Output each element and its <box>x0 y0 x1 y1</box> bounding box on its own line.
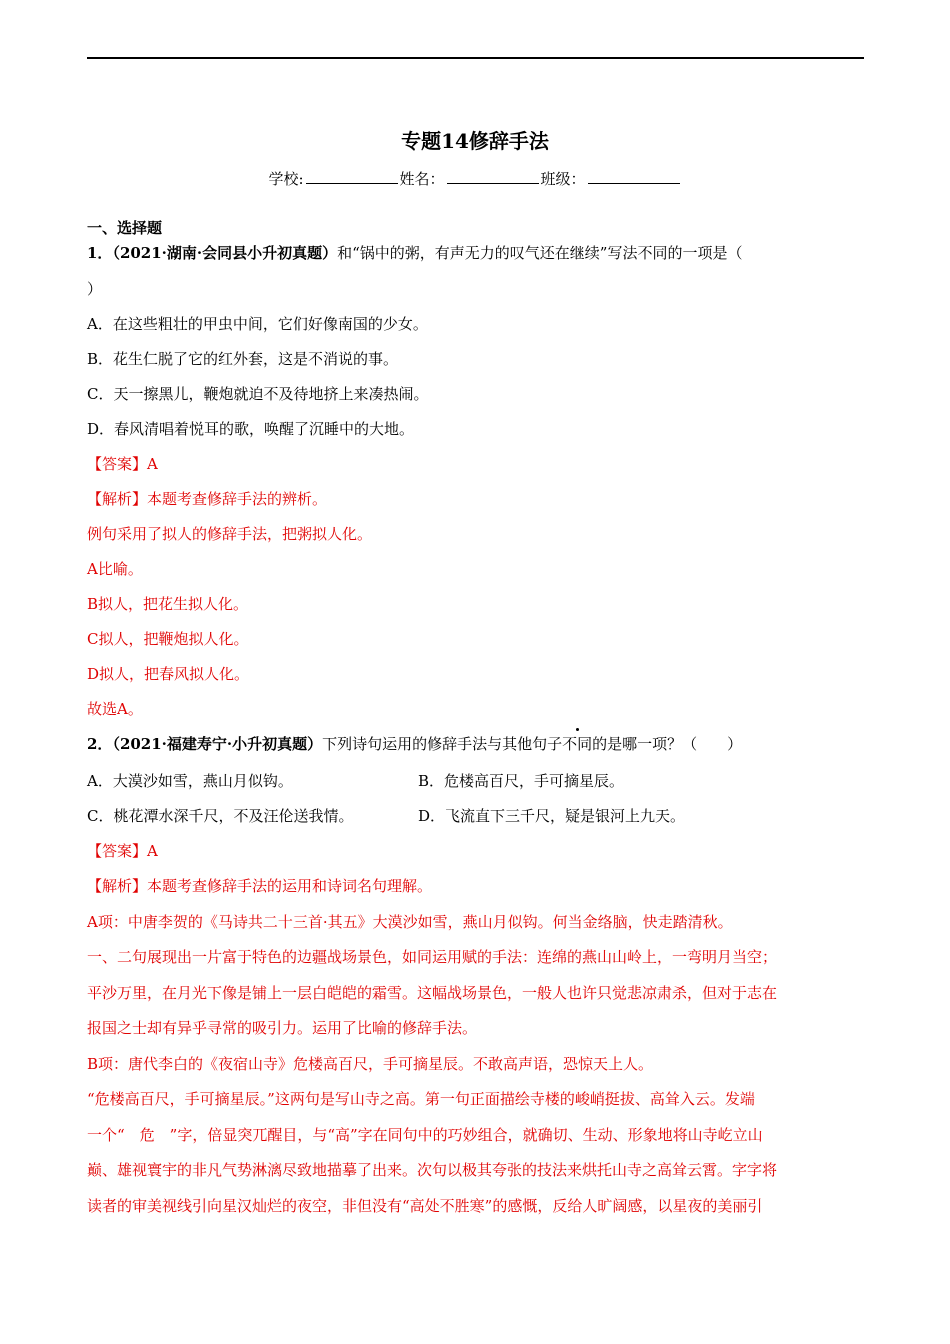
q2-option-a: A．大漠沙如雪，燕山月似钩。 <box>87 772 293 790</box>
q2-option-d: D．飞流直下三千尺，疑是银河上九天。 <box>418 807 686 825</box>
q2-stem <box>87 733 742 755</box>
q1-analysis-line: 故选A。 <box>87 700 143 718</box>
q1-answer: 【答案】A <box>87 455 158 473</box>
page-title: 专题14修辞手法 <box>401 129 549 153</box>
q2-answer: 【答案】A <box>87 842 158 860</box>
q1-option-a: A．在这些粗壮的甲虫中间，它们好像南国的少女。 <box>87 315 428 333</box>
class-blank[interactable] <box>588 168 680 184</box>
q1-option-b: B．花生仁脱了它的红外套，这是不消说的事。 <box>87 350 399 368</box>
q2-analysis-line: 平沙万里，在月光下像是铺上一层白皑皑的霜雪。这幅战场景色，一般人也许只觉悲凉肃杀，但对于志在 <box>87 984 778 1002</box>
name-blank[interactable] <box>447 168 539 184</box>
q1-stem <box>87 242 742 264</box>
school-blank[interactable] <box>306 168 398 184</box>
q1-analysis-line: B拟人，把花生拟人化。 <box>87 595 249 613</box>
q2-stem-emphasis: 不同 <box>562 735 593 753</box>
q2-number: 2． <box>87 735 113 753</box>
q1-analysis-line: 【解析】本题考查修辞手法的辨析。 <box>87 490 328 508</box>
q1-stem-text: 和“锅中的粥，有声无力的叹气还在继续”写法不同的一项是（ <box>337 244 743 262</box>
q2-stem-pre: 下列诗句运用的修辞手法与其他句子 <box>322 735 563 753</box>
q1-analysis-line: A比喻。 <box>87 560 143 578</box>
q2-option-c: C．桃花潭水深千尺，不及汪伦送我情。 <box>87 807 354 825</box>
q1-analysis-line: C拟人，把鞭炮拟人化。 <box>87 630 249 648</box>
q2-analysis-line: B项：唐代李白的《夜宿山寺》危楼高百尺，手可摘星辰。不敢高声语，恐惊天上人。 <box>87 1055 654 1073</box>
q1-option-d: D．春风清唱着悦耳的歌，唤醒了沉睡中的大地。 <box>87 420 415 438</box>
q1-source: （2021·湖南·会同县小升初真题） <box>112 244 338 262</box>
q1-analysis-line: D拟人，把春风拟人化。 <box>87 665 250 683</box>
q2-analysis-line: 一、二句展现出一片富于特色的边疆战场景色，如同运用赋的手法：连绵的燕山山岭上，一弯明月当空； <box>87 948 778 966</box>
q1-option-c: C．天一擦黑儿，鞭炮就迫不及待地挤上来凑热闹。 <box>87 385 429 403</box>
q2-analysis-line: 读者的审美视线引向星汉灿烂的夜空，非但没有“高处不胜寒”的感慨，反给人旷阔感，以星夜的美丽引 <box>87 1197 763 1215</box>
q2-analysis-line: A项：中唐李贺的《马诗共二十三首·其五》大漠沙如雪，燕山月似钩。何当金络脑，快走踏清秋。 <box>87 913 733 931</box>
school-label: 学校: <box>268 170 304 188</box>
q1-stem-cont: ） <box>87 280 103 298</box>
header-rule <box>87 57 864 59</box>
q2-analysis-line: 报国之士却有异乎寻常的吸引力。运用了比喻的修辞手法。 <box>87 1019 478 1037</box>
q2-analysis-line: “危楼高百尺，手可摘星辰。”这两句是写山寺之高。第一句正面描绘寺楼的峻峭挺拔、高耸入云。发端 <box>87 1090 755 1108</box>
q2-stem-post: 的是哪一项？（ ） <box>592 735 743 753</box>
q2-analysis-line: 巅、雄视寰宇的非凡气势淋漓尽致地描摹了出来。次句以极其夸张的技法来烘托山寺之高耸云霄。字字将 <box>87 1161 778 1179</box>
q2-source: （2021·福建寿宁·小升初真题） <box>112 735 323 753</box>
student-info <box>0 168 950 190</box>
q2-option-b: B．危楼高百尺，手可摘星辰。 <box>418 772 625 790</box>
q1-analysis-line: 例句采用了拟人的修辞手法，把粥拟人化。 <box>87 525 373 543</box>
q2-analysis-line: 一个“ 危 ”字，倍显突兀醒目，与“高”字在同句中的巧妙组合，就确切、生动、形象地将山寺屹立山 <box>87 1126 763 1144</box>
section-heading: 一、选择题 <box>87 219 163 237</box>
name-label: 姓名： <box>399 170 445 188</box>
q1-number: 1． <box>87 244 113 262</box>
class-label: 班级： <box>540 170 586 188</box>
q2-analysis-line: 【解析】本题考查修辞手法的运用和诗词名句理解。 <box>87 877 433 895</box>
